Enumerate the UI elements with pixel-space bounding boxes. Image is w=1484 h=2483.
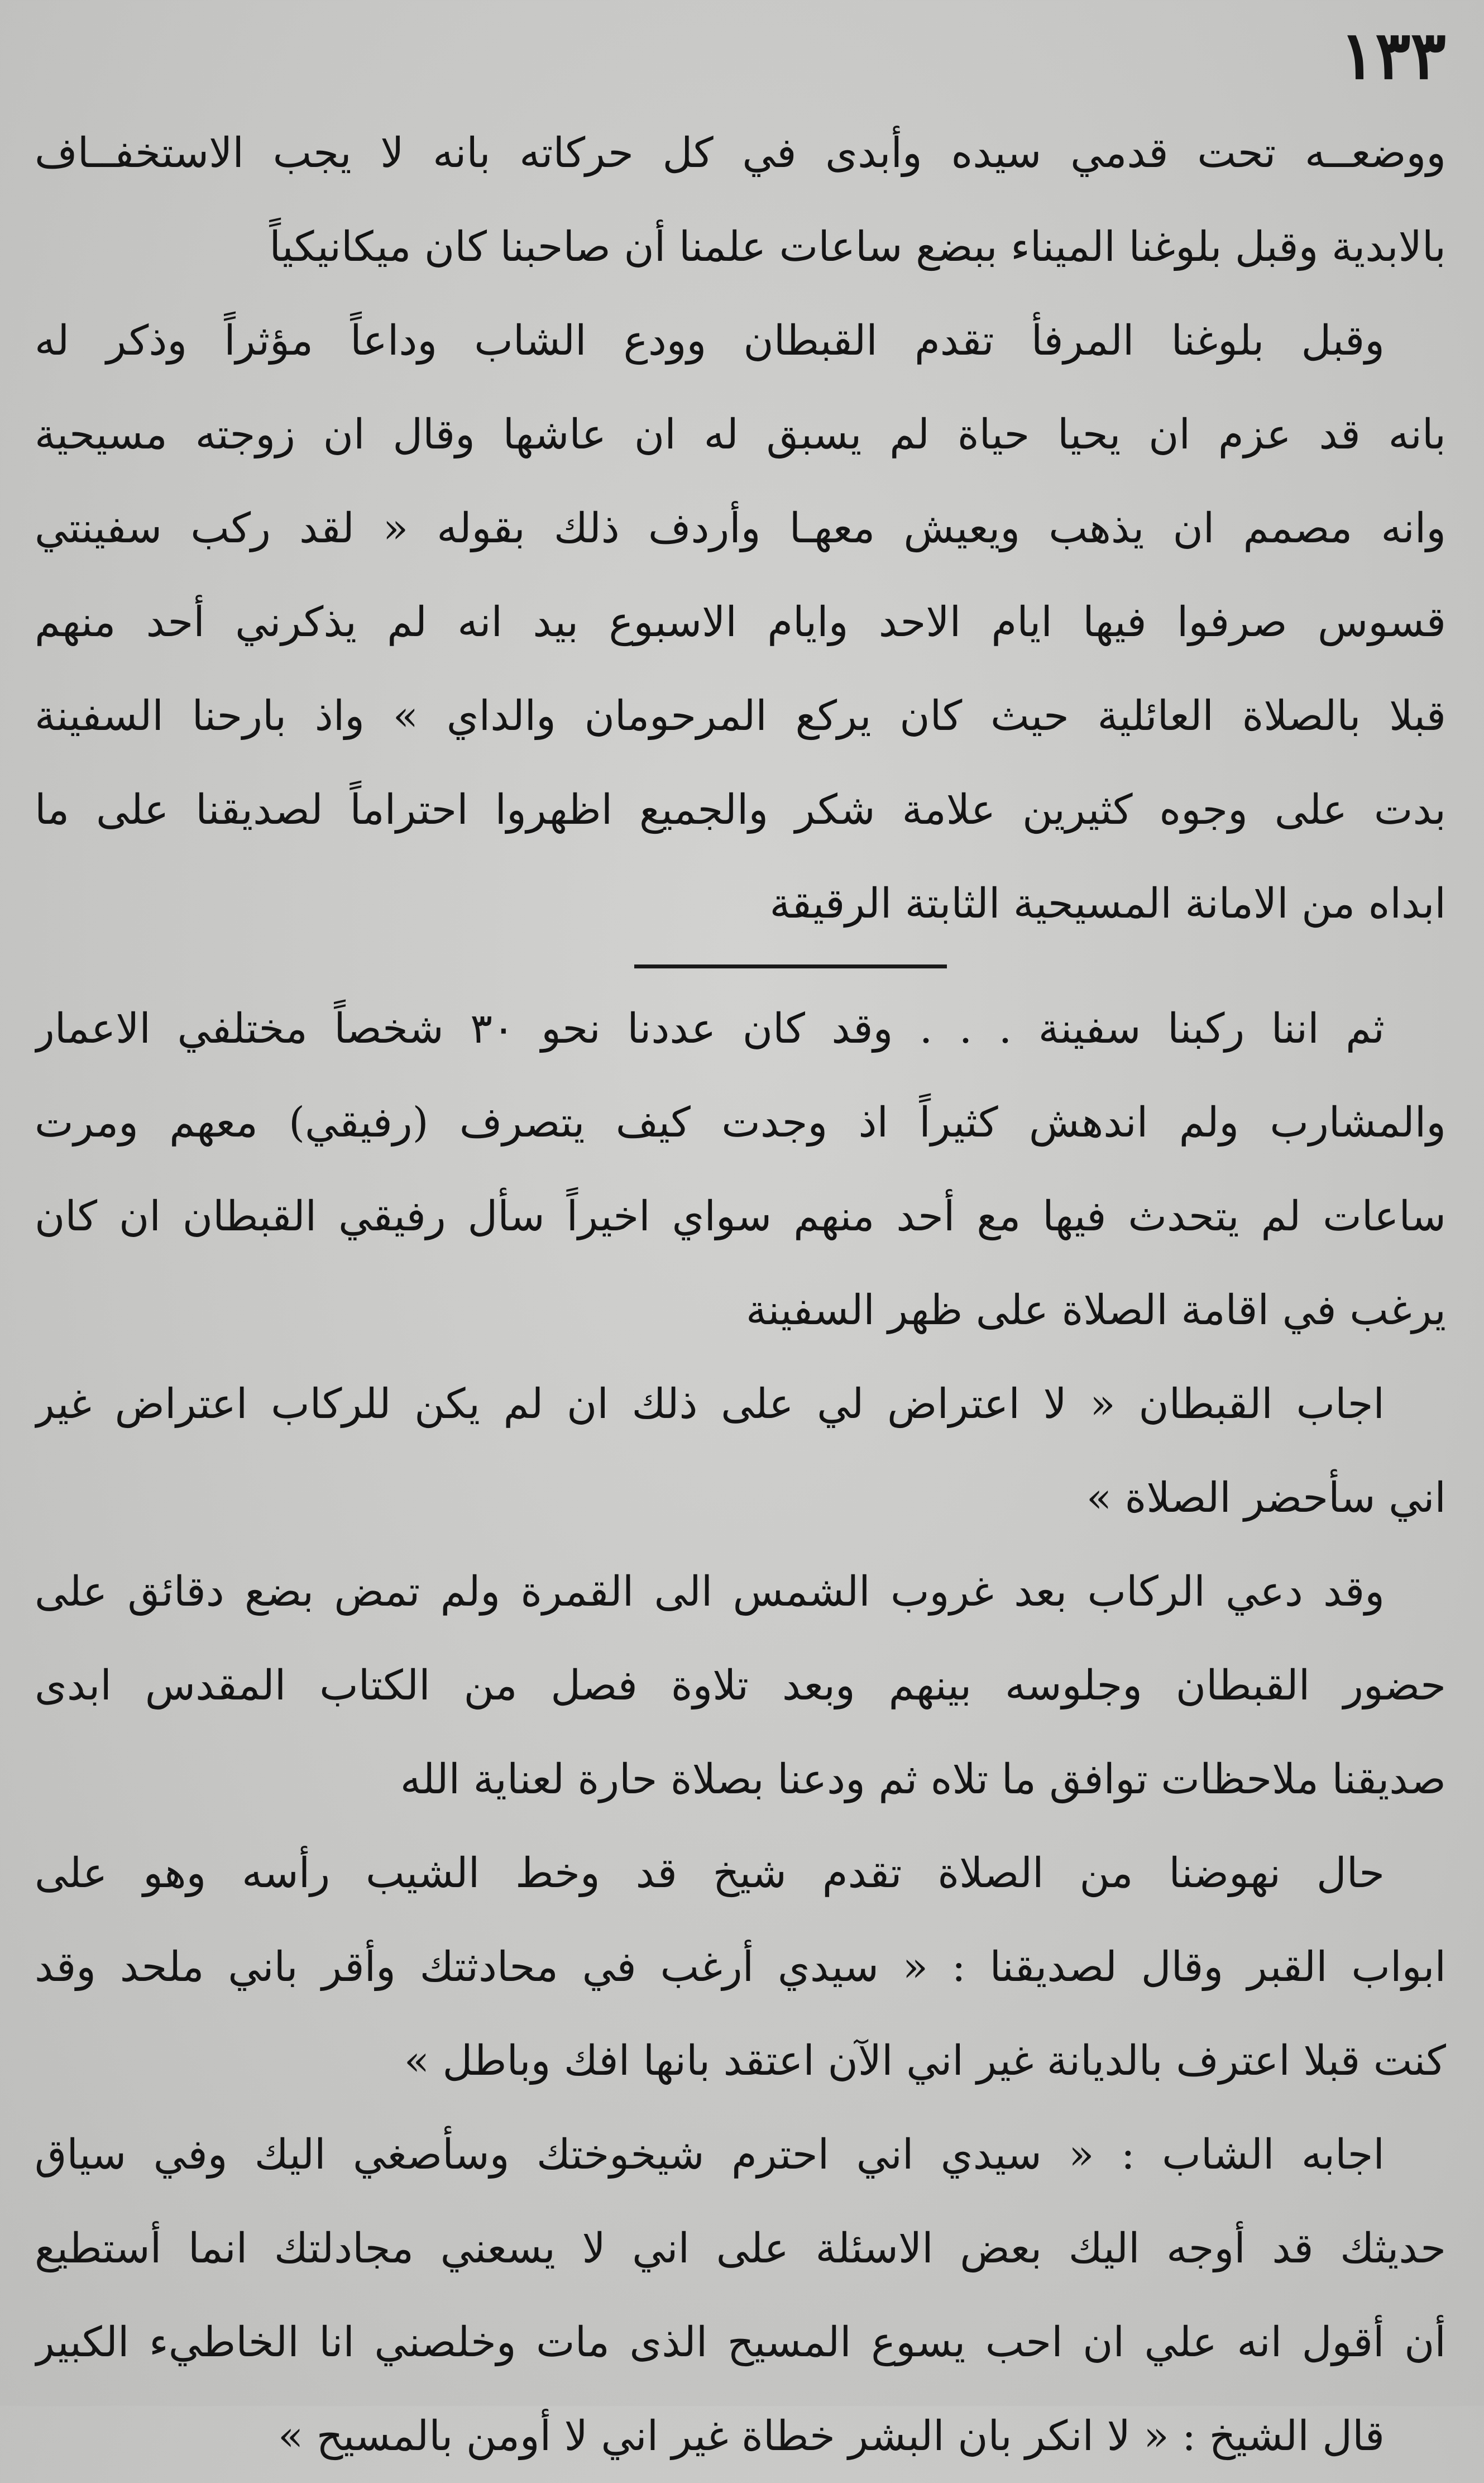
text-line: وقد دعي الركاب بعد غروب الشمس الى القمرة ولم تمض بضع دقائق على xyxy=(35,1568,1385,1616)
text-line: قسوس صرفوا فيها ايام الاحد وايام الاسبوع بيد انه لم يذكرني أحد منهم xyxy=(35,598,1446,646)
text-line: والمشارب ولم اندهش كثيراً اذ وجدت كيف يتصرف (رفيقي) معهم ومرت xyxy=(35,1099,1446,1147)
text-line: صديقنا ملاحظات توافق ما تلاه ثم ودعنا بصلاة حارة لعناية الله xyxy=(400,1755,1446,1803)
section-divider-wrap xyxy=(35,951,1446,982)
text-line: اني سأحضر الصلاة » xyxy=(1086,1474,1446,1522)
text-line: وقبل بلوغنا المرفأ تقدم القبطان وودع الشاب وداعاً مؤثراً وذكر له xyxy=(35,317,1385,365)
text-line: بالابدية وقبل بلوغنا الميناء ببضع ساعات علمنا أن صاحبنا كان ميكانيكياً xyxy=(269,223,1446,271)
text-line: حال نهوضنا من الصلاة تقدم شيخ قد وخط الشيب رأسه وهو على xyxy=(35,1849,1385,1897)
text-line: حضور القبطان وجلوسه بينهم وبعد تلاوة فصل من الكتاب المقدس ابدى xyxy=(35,1661,1446,1710)
text-line: كنت قبلا اعترف بالديانة غير اني الآن اعتقد بانها افك وباطل » xyxy=(404,2037,1446,2085)
text-line: بانه قد عزم ان يحيا حياة لم يسبق له ان عاشها وقال ان زوجته مسيحية xyxy=(35,410,1446,459)
text-line: ساعات لم يتحدث فيها مع أحد منهم سواي اخيراً سأل رفيقي القبطان ان كان xyxy=(35,1192,1446,1240)
text-line: اجابه الشاب : « سيدي اني احترم شيخوختك وسأصغي اليك وفي سياق xyxy=(35,2131,1385,2179)
paragraph-section-1 xyxy=(35,106,1446,951)
text-line: قال الشيخ : « لا انكر بان البشر خطاة غير اني لا أومن بالمسيح » xyxy=(277,2412,1385,2460)
paragraph-section-2 xyxy=(35,982,1446,2483)
text-line: حديثك قد أوجه اليك بعض الاسئلة على اني لا يسعني مجادلتك انما أستطيع xyxy=(35,2224,1446,2272)
text-line: اجاب القبطان « لا اعتراض لي على ذلك ان لم يكن للركاب اعتراض غير xyxy=(35,1380,1385,1428)
page-number: ١٣٣ xyxy=(1339,16,1446,94)
text-line: يرغب في اقامة الصلاة على ظهر السفينة xyxy=(745,1286,1446,1334)
section-divider xyxy=(634,964,947,968)
text-line: ثم اننا ركبنا سفينة . . . وقد كان عددنا نحو ٣٠ شخصاً مختلفي الاعمار xyxy=(35,1005,1385,1053)
text-line: أن أقول انه علي ان احب يسوع المسيح الذى مات وخلصني انا الخاطيء الكبير xyxy=(35,2318,1446,2366)
text-line: ابواب القبر وقال لصديقنا : « سيدي أرغب في محادثتك وأقر باني ملحد وقد xyxy=(35,1943,1446,1991)
text-line: ابداه من الامانة المسيحية الثابتة الرقيقة xyxy=(769,880,1446,928)
text-line: بدت على وجوه كثيرين علامة شكر والجميع اظهروا احتراماً لصديقنا على ما xyxy=(35,786,1446,834)
text-line: وانه مصمم ان يذهب ويعيش معهـا وأردف ذلك بقوله « لقد ركب سفينتي xyxy=(35,504,1446,552)
text-line: ووضعــه تحت قدمي سيده وأبدى في كل حركاته بانه لا يجب الاستخفــاف xyxy=(35,129,1446,177)
text-line: قبلا بالصلاة العائلية حيث كان يركع المرحومان والداي » واذ بارحنا السفينة xyxy=(35,692,1446,740)
